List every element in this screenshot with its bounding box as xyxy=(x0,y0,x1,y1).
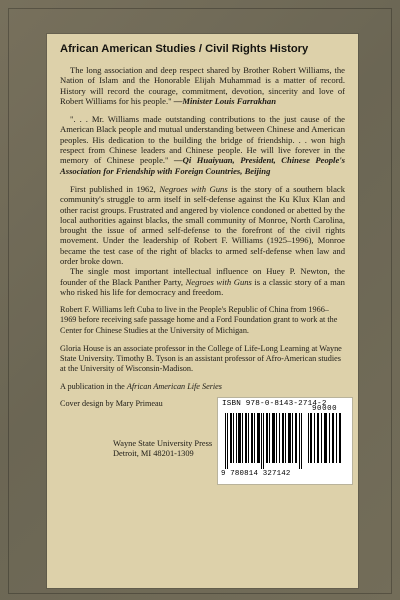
author-bio: Robert F. Williams left Cuba to live in the People's Republic of China from 1966–1969 before receiving safe passage home and a Ford Foundation grant to work at the Center for Chinese Studies at the University of Michigan. xyxy=(60,305,338,335)
series-name: African American Life Series xyxy=(126,382,222,392)
barcode-addon-number: 90000 xyxy=(312,404,338,413)
series-note xyxy=(60,382,345,392)
description-paragraph-2 xyxy=(60,266,345,297)
quote-qi-attribution: —Qi Huaiyuan, President, Chinese People's Association for Friendship with Foreign Countries, Beijing xyxy=(60,155,345,176)
editors-bio: Gloria House is an associate professor in the College of Life-Long Learning at Wayne State University. Timothy B. Tyson is an assistant professor of Afro-American studies at the University of Wisconsin-Madison. xyxy=(60,343,342,374)
publisher-name: Wayne State University Press xyxy=(113,438,213,448)
quote-farrakhan-attribution: —Minister Louis Farrakhan xyxy=(173,95,276,106)
text-panel xyxy=(47,34,358,588)
barcode-main-bars xyxy=(225,413,305,469)
quote-qi-text: ". . . Mr. Williams made outstanding contributions to the just cause of the American Black people and mutual understanding between Chinese and American peoples. His dedication to the building the bridge of friendship. . . won high respect from Chinese leaders and Chinese people. He will live forever in the memory of Chinese people." xyxy=(60,114,345,166)
description-paragraph-1 xyxy=(60,184,345,266)
desc2-before: The single most important intellectual influence on Huey P. Newton, the founder of the Black Panther Party, xyxy=(60,266,345,287)
book-title-1: Negroes with Guns xyxy=(159,183,228,194)
publisher-city: Detroit, MI 48201-1309 xyxy=(113,448,194,458)
quote-qi xyxy=(60,114,345,176)
barcode-digits: 9 780814 327142 xyxy=(221,469,291,478)
category-heading: African American Studies / Civil Rights History xyxy=(60,43,309,55)
cover-design-credit: Cover design by Mary Primeau xyxy=(60,398,163,408)
isbn-label: ISBN 978-0-8143-2714-2 xyxy=(222,399,327,408)
desc1-before: First published in 1962, xyxy=(70,183,160,194)
series-before: A publication in the xyxy=(60,382,127,392)
lower-section xyxy=(60,399,345,477)
quote-farrakhan-text: The long association and deep respect shared by Brother Robert Williams, the Nation of Islam and the Honorable Elijah Muhammad is a matter of record. History will record the courage, commitment, devotion, sincerity and love of Robert Williams for his people." xyxy=(60,65,345,106)
publisher-block xyxy=(113,439,212,459)
barcode-addon-bars xyxy=(308,413,344,463)
desc2-after: is a classic story of a man who risked his life for democracy and freedom. xyxy=(60,276,345,297)
desc1-after: is the story of a southern black community's struggle to arm itself in self-defense against the Ku Klux Klan and other racist groups. Frustrated and angered by violence condoned or abetted by the local authorities against blacks, the small community of Monroe, North Carolina, brought the issue of armed self-defense to the forefront of the civil rights movement. Under the leadership of Robert F. Williams (1925–1996), Monroe became the test case of the right of blacks to armed self-defense when law and order broke down. xyxy=(60,183,345,267)
barcode-box xyxy=(217,397,353,485)
panel-content xyxy=(60,42,345,477)
book-title-2: Negroes with Guns xyxy=(185,276,252,287)
quote-farrakhan xyxy=(60,65,345,106)
